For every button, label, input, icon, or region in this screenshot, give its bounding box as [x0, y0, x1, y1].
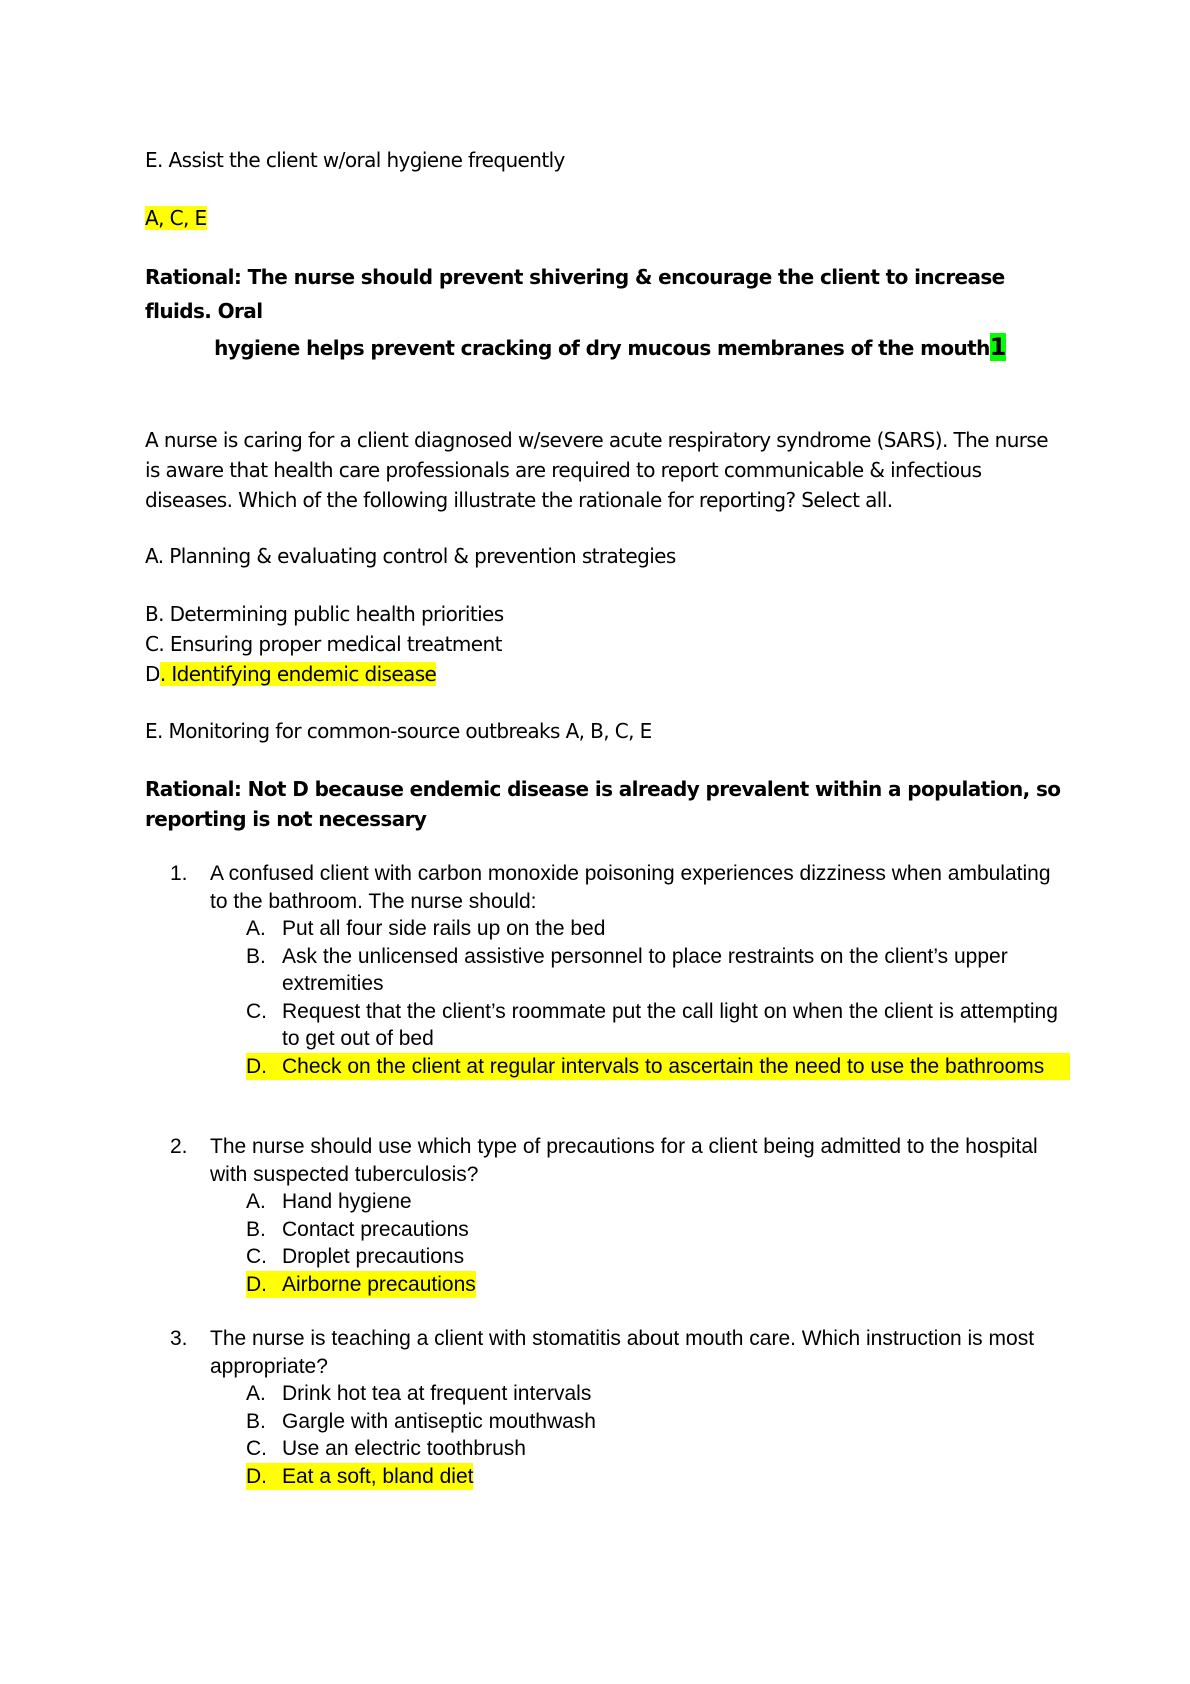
- sars-option-e: [145, 716, 1065, 746]
- prev-answer-text: A, C, E: [145, 206, 207, 230]
- option-b[interactable]: [246, 943, 1070, 998]
- option-text: Airborne precautions: [282, 1272, 476, 1296]
- sars-option-a: [145, 541, 1065, 571]
- prev-rationale-line2: hygiene helps prevent cracking of dry mucous membranes of the mouth: [214, 336, 990, 360]
- sars-option-a-text: A. Planning & evaluating control & prevention strategies: [145, 544, 676, 568]
- option-c[interactable]: [246, 1243, 1070, 1271]
- option-letter: D.: [246, 1464, 267, 1488]
- sars-rationale: [145, 774, 1065, 834]
- option-d-correct[interactable]: [246, 1053, 1070, 1081]
- option-letter: B.: [246, 1217, 266, 1241]
- option-letter: C.: [246, 1245, 267, 1268]
- sars-stem-text: A nurse is caring for a client diagnosed w/severe acute respiratory syndrome (SARS). The nurse is aware that health care professionals are required to report communicable & infectious diseases. Which of the following illustrate the rationale for reporting? Select all.: [145, 428, 1054, 512]
- option-text: Check on the client at regular intervals to ascertain the need to use the bathrooms: [282, 1053, 1070, 1081]
- prev-rationale-line1: Rational: The nurse should prevent shivering & encourage the client to increase fluids. Oral: [145, 265, 1012, 323]
- sars-rationale-text: Rational: Not D because endemic disease is already prevalent within a population, so reporting is not necessary: [145, 777, 1067, 831]
- option-text: Contact precautions: [282, 1217, 469, 1241]
- question-stem: The nurse is teaching a client with stomatitis about mouth care. Which instruction is most appropriate?: [210, 1327, 1035, 1378]
- prev-option-e: [145, 145, 1065, 175]
- question-3: [170, 1325, 1070, 1490]
- option-letter: D.: [246, 1272, 267, 1296]
- question-number: 1.: [170, 862, 188, 885]
- prev-option-e-text: E. Assist the client w/oral hygiene frequently: [145, 148, 565, 172]
- sars-option-b-text: B. Determining public health priorities: [145, 602, 504, 626]
- option-text: Ask the unlicensed assistive personnel to place restraints on the client’s upper extremities: [282, 944, 1008, 995]
- option-text: Droplet precautions: [282, 1245, 465, 1268]
- option-text: Gargle with antiseptic mouthwash: [282, 1409, 596, 1433]
- sars-options-bcd: [145, 599, 1065, 689]
- option-d-correct[interactable]: [246, 1271, 1070, 1299]
- option-b[interactable]: [246, 1216, 1070, 1244]
- option-letter: B.: [246, 944, 266, 968]
- option-letter: A.: [246, 1190, 266, 1213]
- prev-rationale: [145, 260, 1075, 367]
- question-2: [170, 1133, 1070, 1298]
- footnote-marker[interactable]: 1: [989, 333, 1006, 361]
- option-text: Hand hygiene: [282, 1190, 412, 1213]
- question-1: [170, 860, 1070, 1080]
- question-number: 3.: [170, 1327, 188, 1350]
- sars-option-e-text: E. Monitoring for common-source outbreaks A, B, C, E: [145, 719, 652, 743]
- question-stem: The nurse should use which type of precautions for a client being admitted to the hospital with suspected tuberculosis?: [210, 1135, 1038, 1186]
- option-text: Request that the client’s roommate put the call light on when the client is attempting to get out of bed: [282, 999, 1058, 1050]
- option-a[interactable]: [246, 1188, 1070, 1216]
- sars-option-d-letter: D: [145, 662, 160, 686]
- option-c[interactable]: [246, 1435, 1070, 1463]
- option-letter: C.: [246, 1437, 267, 1460]
- sars-option-d-text: . Identifying endemic disease: [159, 662, 437, 686]
- option-a[interactable]: [246, 1380, 1070, 1408]
- option-letter: A.: [246, 917, 266, 940]
- question-stem: A confused client with carbon monoxide poisoning experiences dizziness when ambulating to the bathroom. The nurse should:: [210, 862, 1051, 913]
- option-a[interactable]: [246, 915, 1070, 943]
- sars-question-stem: [145, 425, 1065, 515]
- option-text: Drink hot tea at frequent intervals: [282, 1382, 592, 1405]
- option-letter: D.: [246, 1053, 282, 1081]
- option-text: Use an electric toothbrush: [282, 1437, 526, 1460]
- option-letter: A.: [246, 1382, 266, 1405]
- option-c[interactable]: [246, 998, 1070, 1053]
- option-text: Put all four side rails up on the bed: [282, 917, 606, 940]
- sars-option-d: [145, 659, 1065, 689]
- prev-rationale-line2-wrap: [145, 328, 1075, 367]
- option-b[interactable]: [246, 1408, 1070, 1436]
- option-d-correct[interactable]: [246, 1463, 1070, 1491]
- option-letter: B.: [246, 1409, 266, 1433]
- question-number: 2.: [170, 1135, 188, 1158]
- option-text: Eat a soft, bland diet: [282, 1464, 474, 1488]
- prev-answer: [145, 203, 1065, 233]
- option-letter: C.: [246, 999, 267, 1023]
- sars-option-c-text: C. Ensuring proper medical treatment: [145, 632, 502, 656]
